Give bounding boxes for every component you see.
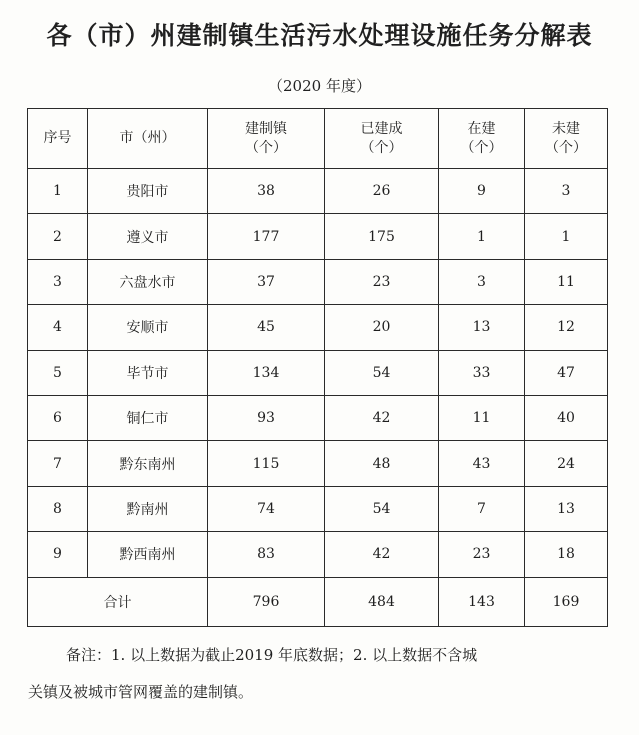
cell-unbuilt: 24 <box>525 441 608 486</box>
total-total: 796 <box>208 577 325 626</box>
total-unbuilt: 169 <box>525 577 608 626</box>
header-unit: （个） <box>360 139 403 156</box>
cell-unbuilt: 13 <box>525 486 608 531</box>
document-subtitle: （2020 年度） <box>268 77 371 95</box>
cell-building: 3 <box>439 259 525 304</box>
cell-total: 37 <box>208 259 325 304</box>
cell-city: 安顺市 <box>88 305 208 350</box>
remark-line-2: 关镇及被城市管网覆盖的建制镇。 <box>28 683 254 701</box>
header-cell-no <box>28 109 88 169</box>
cell-no: 4 <box>28 305 88 350</box>
cell-city: 黔西南州 <box>88 532 208 577</box>
header-cell-total <box>208 109 325 169</box>
cell-building: 23 <box>439 532 525 577</box>
cell-unbuilt: 18 <box>525 532 608 577</box>
cell-building: 13 <box>439 305 525 350</box>
header-unit: （个） <box>460 139 503 156</box>
cell-built: 23 <box>325 259 439 304</box>
cell-unbuilt: 12 <box>525 305 608 350</box>
header-label: 序号 <box>43 130 72 146</box>
header-cell-unbuilt <box>525 109 608 169</box>
table-row <box>28 305 608 350</box>
table-body <box>28 169 608 578</box>
cell-total: 177 <box>208 214 325 259</box>
cell-building: 43 <box>439 441 525 486</box>
task-table <box>27 108 608 627</box>
cell-city: 黔南州 <box>88 486 208 531</box>
cell-total: 45 <box>208 305 325 350</box>
table-row <box>28 214 608 259</box>
total-row <box>28 577 608 626</box>
cell-unbuilt: 11 <box>525 259 608 304</box>
table-row <box>28 259 608 304</box>
header-cell-city <box>88 109 208 169</box>
cell-built: 42 <box>325 532 439 577</box>
cell-building: 1 <box>439 214 525 259</box>
header-label: 已建成 <box>360 120 403 137</box>
header-label: 建制镇 <box>245 120 287 137</box>
cell-no: 5 <box>28 350 88 395</box>
cell-no: 6 <box>28 395 88 440</box>
cell-built: 48 <box>325 441 439 486</box>
total-label: 合计 <box>28 577 208 626</box>
cell-no: 7 <box>28 441 88 486</box>
cell-no: 2 <box>28 214 88 259</box>
cell-city: 黔东南州 <box>88 441 208 486</box>
cell-total: 83 <box>208 532 325 577</box>
table-footer <box>28 577 608 626</box>
header-label: 市（州） <box>119 130 176 146</box>
header-cell-built <box>325 109 439 169</box>
cell-total: 93 <box>208 395 325 440</box>
cell-unbuilt: 1 <box>525 214 608 259</box>
cell-built: 54 <box>325 486 439 531</box>
cell-city: 贵阳市 <box>88 169 208 214</box>
table-row <box>28 532 608 577</box>
cell-unbuilt: 47 <box>525 350 608 395</box>
total-built: 484 <box>325 577 439 626</box>
cell-building: 7 <box>439 486 525 531</box>
table-row <box>28 395 608 440</box>
header-label: 未建 <box>552 120 580 137</box>
cell-city: 遵义市 <box>88 214 208 259</box>
cell-unbuilt: 3 <box>525 169 608 214</box>
cell-total: 38 <box>208 169 325 214</box>
cell-city: 铜仁市 <box>88 395 208 440</box>
cell-built: 42 <box>325 395 439 440</box>
cell-built: 26 <box>325 169 439 214</box>
cell-building: 33 <box>439 350 525 395</box>
cell-total: 134 <box>208 350 325 395</box>
table-header <box>28 109 608 169</box>
table-row <box>28 486 608 531</box>
cell-built: 54 <box>325 350 439 395</box>
cell-city: 毕节市 <box>88 350 208 395</box>
cell-no: 9 <box>28 532 88 577</box>
table-row <box>28 441 608 486</box>
header-cell-building <box>439 109 525 169</box>
header-row <box>28 109 608 169</box>
remark-line-1: 备注：1. 以上数据为截止2019 年底数据；2. 以上数据不含城 <box>66 646 478 664</box>
header-unit: （个） <box>245 139 287 156</box>
cell-built: 175 <box>325 214 439 259</box>
cell-no: 1 <box>28 169 88 214</box>
cell-unbuilt: 40 <box>525 395 608 440</box>
cell-total: 115 <box>208 441 325 486</box>
header-unit: （个） <box>545 139 587 156</box>
total-building: 143 <box>439 577 525 626</box>
cell-total: 74 <box>208 486 325 531</box>
cell-city: 六盘水市 <box>88 259 208 304</box>
cell-no: 3 <box>28 259 88 304</box>
cell-built: 20 <box>325 305 439 350</box>
cell-building: 9 <box>439 169 525 214</box>
cell-building: 11 <box>439 395 525 440</box>
table-row <box>28 169 608 214</box>
header-label: 在建 <box>467 120 496 137</box>
cell-no: 8 <box>28 486 88 531</box>
table-row <box>28 350 608 395</box>
document-title: 各（市）州建制镇生活污水处理设施任务分解表 <box>46 21 593 50</box>
